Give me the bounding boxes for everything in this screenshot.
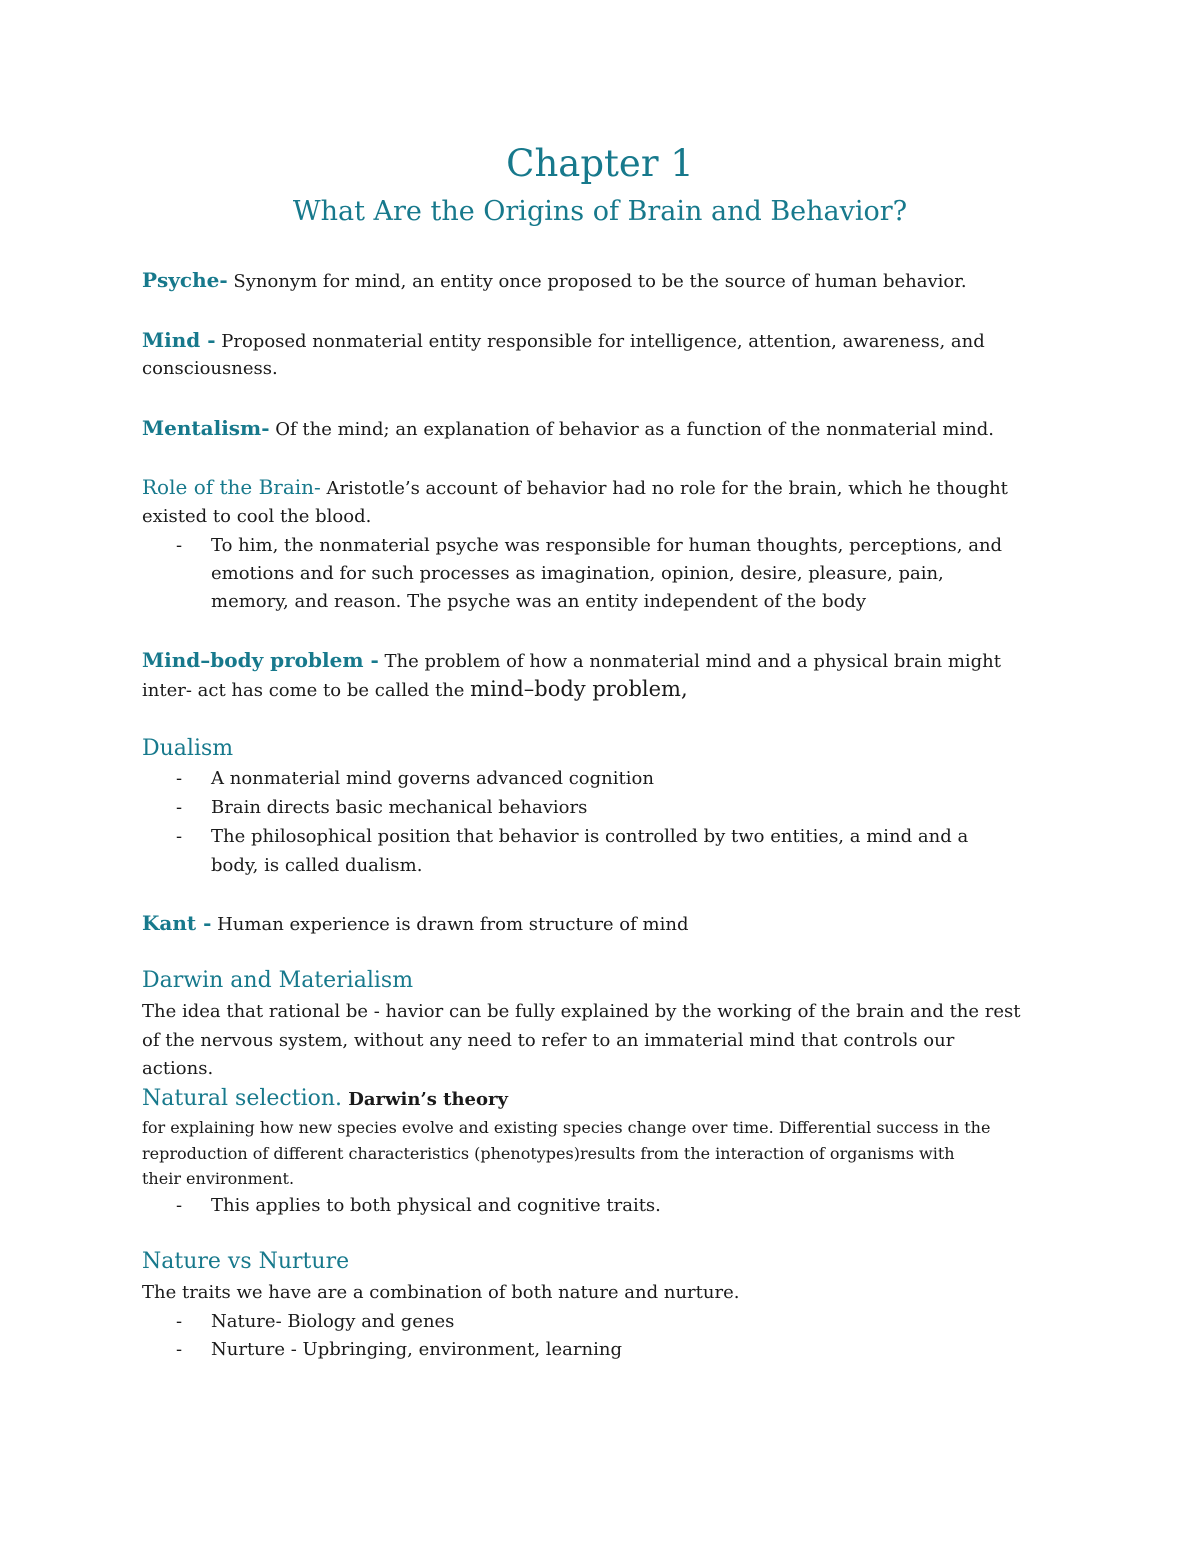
- chapter-subtitle: What Are the Origins of Brain and Behavior?: [292, 196, 908, 227]
- bullet-dash: -: [176, 797, 183, 818]
- bullet-dash: -: [176, 535, 183, 556]
- role-of-brain-line1: Aristotle’s account of behavior had no role for the brain, which he thought: [320, 478, 1008, 499]
- mentalism-term: Mentalism-: [142, 416, 270, 440]
- mind-term: Mind -: [142, 328, 216, 352]
- darwin-heading: [142, 967, 1072, 996]
- mentalism-text: Of the mind; an explanation of behavior as a function of the nonmaterial mind.: [269, 419, 995, 440]
- role-of-brain-line2: existed to cool the blood.: [142, 506, 372, 527]
- nurture-bullet: Nurture - Upbringing, environment, learning: [211, 1339, 622, 1360]
- mind-body-line2-text: inter- act has come to be called the: [142, 680, 471, 701]
- dualism-heading: [142, 735, 1072, 764]
- dualism-bullet2: Brain directs basic mechanical behaviors: [211, 797, 588, 818]
- mind-body-term: Mind–body problem -: [142, 648, 379, 672]
- dualism-bullet3-line1: The philosophical position that behavior is controlled by two entities, a mind and a: [211, 826, 969, 847]
- nature-nurture-heading: [142, 1248, 1072, 1277]
- dualism-bullet3-line2: body, is called dualism.: [211, 855, 423, 876]
- mind-body-line2: [142, 675, 1072, 705]
- nature-nurture-line1: The traits we have are a combination of both nature and nurture.: [142, 1282, 740, 1303]
- mind-definition: [142, 326, 1072, 356]
- mind-text-line2: consciousness.: [142, 358, 278, 379]
- kant-term: Kant -: [142, 911, 212, 935]
- kant-definition: [142, 909, 1072, 939]
- dualism-heading-text: Dualism: [142, 736, 234, 761]
- mentalism-definition: [142, 414, 1072, 444]
- bullet-dash: -: [176, 1311, 183, 1332]
- natural-selection-line1: for explaining how new species evolve and existing species change over time. Differential success in the: [142, 1118, 991, 1137]
- psyche-text: Synonym for mind, an entity once proposed to be the source of human behavior.: [227, 271, 967, 292]
- psyche-term: Psyche-: [142, 268, 228, 292]
- role-of-brain-bullet-line1: To him, the nonmaterial psyche was responsible for human thoughts, perceptions, and: [211, 535, 1003, 556]
- mind-text-line1: Proposed nonmaterial entity responsible for intelligence, attention, awareness, and: [215, 331, 985, 352]
- chapter-title: Chapter 1: [506, 142, 694, 185]
- bullet-dash: -: [176, 1339, 183, 1360]
- role-of-brain-definition: [142, 473, 1072, 503]
- darwin-line2: of the nervous system, without any need to refer to an immaterial mind that controls our: [142, 1030, 955, 1051]
- darwin-heading-text: Darwin and Materialism: [142, 968, 414, 993]
- natural-selection-term: Natural selection.: [142, 1086, 343, 1111]
- natural-selection-definition: [142, 1085, 1072, 1114]
- natural-selection-term-tail: Darwin’s theory: [342, 1089, 508, 1110]
- bullet-dash: -: [176, 768, 183, 789]
- natural-selection-line3: their environment.: [142, 1169, 295, 1188]
- darwin-line3: actions.: [142, 1058, 214, 1079]
- mind-body-line1: The problem of how a nonmaterial mind and a physical brain might: [378, 651, 1001, 672]
- mind-body-line2-emphasis: mind–body problem,: [470, 677, 688, 701]
- bullet-dash: -: [176, 1195, 183, 1216]
- natural-selection-line2: reproduction of different characteristics (phenotypes)results from the interaction of organisms with: [142, 1144, 955, 1163]
- psyche-definition: [142, 266, 1072, 296]
- bullet-dash: -: [176, 826, 183, 847]
- nature-bullet: Nature- Biology and genes: [211, 1311, 455, 1332]
- kant-text: Human experience is drawn from structure of mind: [211, 914, 689, 935]
- role-of-brain-bullet-line3: memory, and reason. The psyche was an entity independent of the body: [211, 591, 867, 612]
- mind-body-definition: [142, 646, 1072, 676]
- dualism-bullet1: A nonmaterial mind governs advanced cognition: [211, 768, 654, 789]
- role-of-brain-bullet-line2: emotions and for such processes as imagination, opinion, desire, pleasure, pain,: [211, 563, 944, 584]
- darwin-line1: The idea that rational be - havior can be fully explained by the working of the brain and the rest: [142, 1001, 1021, 1022]
- natural-selection-bullet: This applies to both physical and cognitive traits.: [211, 1195, 661, 1216]
- nature-nurture-heading-text: Nature vs Nurture: [142, 1249, 350, 1274]
- role-of-brain-term: Role of the Brain-: [142, 475, 321, 499]
